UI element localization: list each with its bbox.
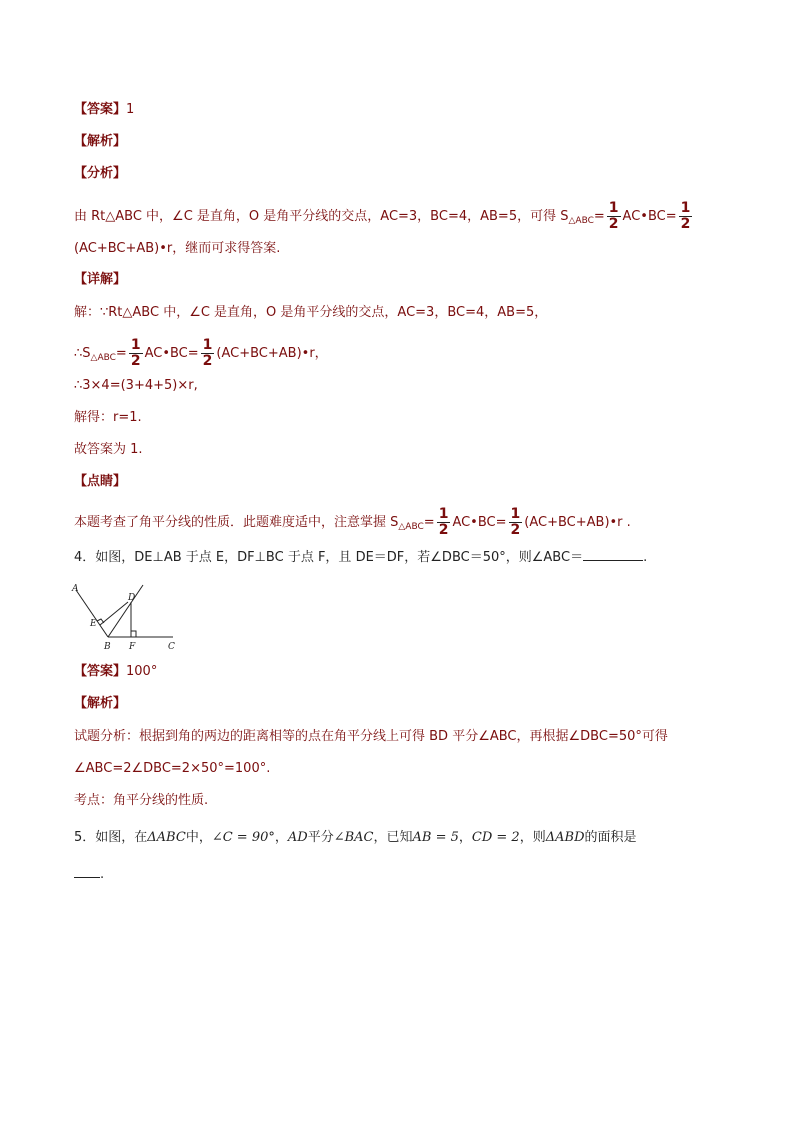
right-angle-F — [131, 631, 136, 637]
fraction-half: $\frac{1}{2}$ — [510, 506, 521, 538]
q3-analysis-line2: (AC+BC+AB)•r，继而可求得答案. — [74, 241, 281, 256]
q4-analysis: 试题分析：根据到角的两边的距离相等的点在角平分线上可得 BD 平分∠ABC，再根据∠DBC=50°可得 — [74, 729, 668, 744]
q3-detail-5: 故答案为 1. — [74, 442, 143, 457]
fenxi-label: 【分析】 — [74, 166, 127, 181]
line-BD-ray — [108, 585, 143, 637]
label-A: A — [72, 584, 79, 594]
q4-kaodian: 考点：角平分线的性质. — [74, 793, 209, 808]
jiexi-label: 【解析】 — [74, 134, 127, 149]
q3-analysis-line1 — [74, 201, 694, 232]
label-E: E — [90, 619, 97, 629]
label-C: C — [168, 642, 175, 652]
q4-question: 4．如图，DE⊥AB 于点 E，DF⊥BC 于点 F，且 DE＝DF，若∠DBC＝50°，则∠ABC＝ . — [74, 550, 648, 565]
label-B: B — [104, 642, 111, 652]
q4-answer: 100° — [126, 664, 158, 679]
answer-label: 【答案】 — [74, 102, 127, 117]
answer-blank — [74, 877, 100, 878]
xiangjie-label: 【详解】 — [74, 272, 127, 287]
q3-acbc: AC•BC= — [622, 209, 677, 224]
q4-jiexi-label: 【解析】 — [74, 696, 127, 711]
line-AB — [76, 590, 108, 637]
answer-blank — [583, 560, 643, 561]
q5-question: 5．如图，在ΔABC中，∠C = 90°，AD平分∠BAC，已知AB = 5，CD = 2，则ΔABD的面积是 — [74, 830, 637, 845]
fraction-half: $\frac{1}{2}$ — [438, 506, 449, 538]
dianjing-label: 【点睛】 — [74, 474, 127, 489]
fraction-half: $\frac{1}{2}$ — [680, 200, 691, 232]
fraction-half: $\frac{1}{2}$ — [202, 337, 213, 369]
q3-sub-abc: △ABC — [568, 216, 594, 226]
q3-answer-line — [74, 101, 134, 119]
q3-analysis-text: 由 Rt△ABC 中，∠C 是直角，O 是角平分线的交点，AC=3，BC=4，AB=5，可得 S — [74, 209, 569, 224]
q4-answer-line: 【答案】100° — [74, 664, 158, 679]
q3-eq: = — [593, 209, 605, 224]
q3-detail-4: 解得：r=1. — [74, 410, 142, 425]
q3-point: 本题考查了角平分线的性质．此题难度适中，注意掌握 $S_{\triangle ABC}=$ $\frac{1}{2}$ AC•BC= $\frac{1}{2}$ (AC+BC+AB)•r . — [74, 506, 631, 538]
fraction-half: $\frac{1}{2}$ — [608, 200, 619, 232]
q3-detail-1: 解：∵Rt△ABC 中，∠C 是直角，O 是角平分线的交点，AC=3，BC=4，AB=5， — [74, 305, 548, 320]
q3-detail-3: ∴3×4=(3+4+5)×r, — [74, 378, 198, 393]
q3-answer: 1 — [126, 102, 135, 117]
q3-detail-2: $\therefore S_{\triangle ABC}=$ $\frac{1}{2}$ AC•BC= $\frac{1}{2}$ (AC+BC+AB)•r， — [74, 337, 328, 369]
q4-figure — [66, 580, 186, 652]
q4-analysis-2: ∠ABC=2∠DBC=2×50°=100°. — [74, 761, 271, 776]
q5-answer-line: . — [74, 866, 104, 884]
label-F: F — [129, 642, 136, 652]
fraction-half: $\frac{1}{2}$ — [130, 337, 141, 369]
label-D: D — [128, 593, 136, 603]
